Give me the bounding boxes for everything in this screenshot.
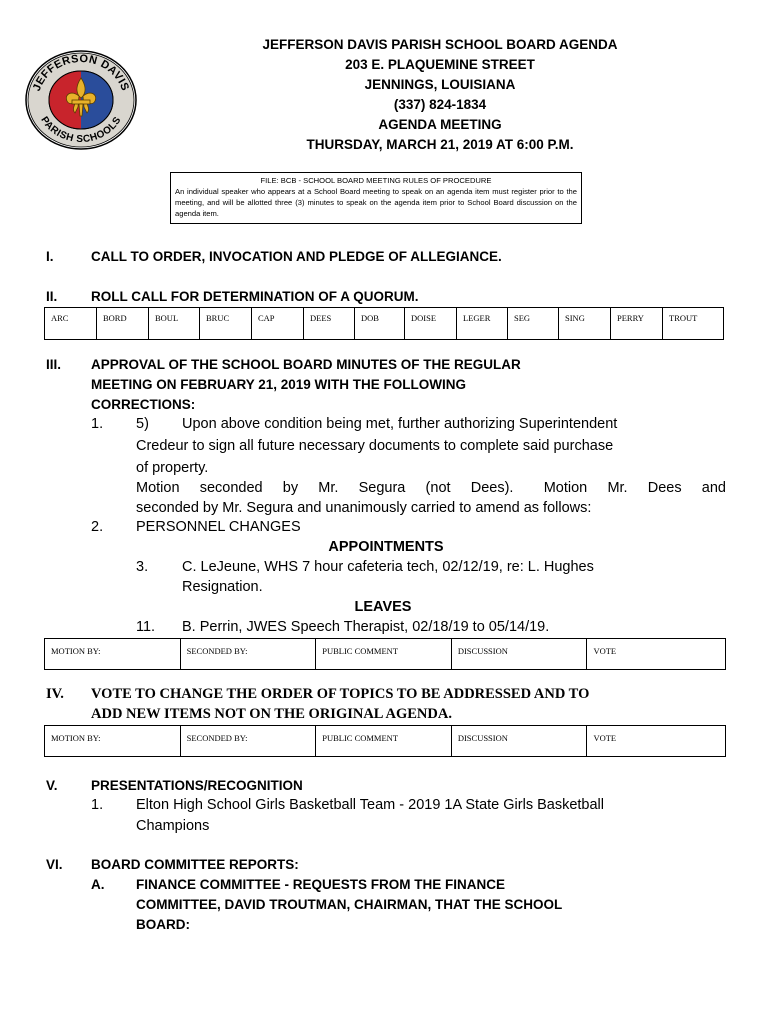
correction-1-sub: 5)	[136, 416, 149, 432]
roll-cell: LEGER	[457, 308, 508, 339]
public-comment-cell: PUBLIC COMMENT	[316, 726, 452, 756]
section-3-title-line2: MEETING ON FEBRUARY 21, 2019 WITH THE FOLLOWING	[91, 377, 467, 392]
presentation-1-line2: Champions	[136, 818, 210, 834]
leaves-heading: LEAVES	[354, 599, 412, 615]
finance-committee-line2: COMMITTEE, DAVID TROUTMAN, CHAIRMAN, THAT THE SCHOOL	[136, 897, 563, 912]
motion-by-cell: MOTION BY:	[45, 639, 181, 669]
roll-cell: DOB	[355, 308, 405, 339]
section-5-title: PRESENTATIONS/RECOGNITION	[91, 778, 303, 793]
vote-cell: VOTE	[593, 646, 617, 656]
roll-cell: TROUT	[669, 313, 698, 323]
section-5-number: V.	[46, 778, 58, 793]
roll-cell: DEES	[304, 308, 355, 339]
svg-text:PARISH SCHOOLS: PARISH SCHOOLS	[38, 114, 124, 146]
roll-call-table	[44, 307, 724, 340]
section-4-number: IV.	[46, 686, 64, 702]
vote-table-section-3	[44, 638, 726, 670]
appointments-heading: APPOINTMENTS	[328, 539, 444, 555]
roll-cell: DOISE	[405, 308, 457, 339]
section-4-title-line2: ADD NEW ITEMS NOT ON THE ORIGINAL AGENDA.	[91, 706, 452, 722]
section-2-number: II.	[46, 289, 58, 304]
section-6-title: BOARD COMMITTEE REPORTS:	[91, 857, 299, 872]
vote-table-section-4	[44, 725, 726, 757]
section-3-title-line1: APPROVAL OF THE SCHOOL BOARD MINUTES OF THE REGULAR	[91, 357, 521, 372]
finance-committee-line3: BOARD:	[136, 917, 190, 932]
roll-cell: SING	[559, 308, 611, 339]
section-2-title: ROLL CALL FOR DETERMINATION OF A QUORUM.	[91, 289, 419, 304]
section-3-number: III.	[46, 357, 62, 372]
correction-1-line1: Upon above condition being met, further authorizing Superintendent	[182, 416, 618, 432]
section-1-title: CALL TO ORDER, INVOCATION AND PLEDGE OF ALLEGIANCE.	[91, 249, 502, 264]
agenda-title: JEFFERSON DAVIS PARISH SCHOOL BOARD AGENDA	[262, 37, 618, 52]
presentation-1-number: 1.	[91, 797, 104, 813]
section-4-title-line1: VOTE TO CHANGE THE ORDER OF TOPICS TO BE ADDRESSED AND TO	[91, 686, 590, 702]
discussion-cell: DISCUSSION	[452, 726, 588, 756]
correction-1-number: 1.	[91, 416, 104, 432]
roll-cell: PERRY	[611, 308, 663, 339]
appointment-line2: Resignation.	[182, 579, 263, 595]
appointment-line1: C. LeJeune, WHS 7 hour cafeteria tech, 02/12/19, re: L. Hughes	[182, 559, 594, 575]
rules-title: FILE: BCB - SCHOOL BOARD MEETING RULES OF PROCEDURE	[260, 176, 492, 185]
seconded-by-cell: SECONDED BY:	[181, 726, 317, 756]
motion-by-cell: MOTION BY:	[45, 726, 181, 756]
section-6-sub-letter: A.	[91, 877, 105, 892]
seconded-by-cell: SECONDED BY:	[181, 639, 317, 669]
svg-text:JEFFERSON DAVIS: JEFFERSON DAVIS	[30, 52, 132, 93]
meeting-date: THURSDAY, MARCH 21, 2019 AT 6:00 P.M.	[306, 137, 574, 152]
presentation-1-line1: Elton High School Girls Basketball Team - 2019 1A State Girls Basketball	[136, 797, 604, 813]
phone-number: (337) 824-1834	[393, 97, 487, 112]
section-3-title-line3: CORRECTIONS:	[91, 397, 196, 412]
section-1-number: I.	[46, 249, 54, 264]
correction-1-line3: of property.	[136, 460, 209, 476]
roll-cell: ARC	[45, 308, 97, 339]
appointment-number: 3.	[136, 559, 149, 575]
correction-2-text: PERSONNEL CHANGES	[136, 519, 301, 535]
leave-text: B. Perrin, JWES Speech Therapist, 02/18/19 to 05/14/19.	[182, 619, 550, 635]
correction-1-line5: seconded by Mr. Segura and unanimously carried to amend as follows:	[136, 500, 592, 516]
rules-body: An individual speaker who appears at a School Board meeting to speak on an agenda item must register prior to the meeting, and will be allotted three (3) minutes to speak on the agenda item prior to School Board discussion on the agenda item.	[175, 187, 577, 218]
roll-cell: BRUC	[200, 308, 252, 339]
meeting-type: AGENDA MEETING	[378, 117, 502, 132]
address-city: JENNINGS, LOUISIANA	[364, 77, 516, 92]
leave-number: 11.	[136, 619, 156, 635]
section-6-number: VI.	[46, 857, 63, 872]
correction-1-line4: Motion seconded by Mr. Segura (not Dees). Motion Mr. Dees and	[136, 480, 726, 496]
correction-1-line2: Credeur to sign all future necessary documents to complete said purchase	[136, 438, 614, 454]
rules-of-procedure-box	[170, 172, 582, 224]
finance-committee-line1: FINANCE COMMITTEE - REQUESTS FROM THE FINANCE	[136, 877, 505, 892]
public-comment-cell: PUBLIC COMMENT	[316, 639, 452, 669]
correction-2-number: 2.	[91, 519, 104, 535]
roll-cell: CAP	[252, 308, 304, 339]
roll-cell: BOUL	[149, 308, 200, 339]
roll-cell: SEG	[508, 308, 559, 339]
address-street: 203 E. PLAQUEMINE STREET	[345, 57, 535, 72]
discussion-cell: DISCUSSION	[452, 639, 588, 669]
roll-cell: BORD	[97, 308, 149, 339]
vote-cell: VOTE	[593, 733, 617, 743]
